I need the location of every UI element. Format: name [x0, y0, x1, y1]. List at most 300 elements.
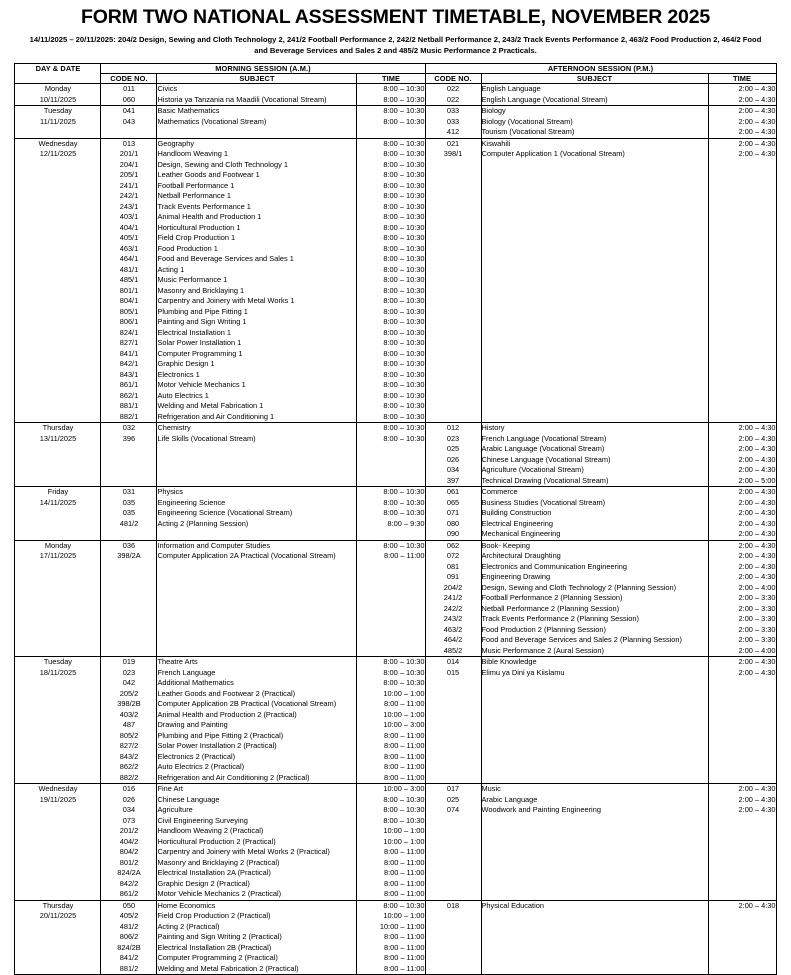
morning-time-cell — [357, 106, 425, 139]
entry-time: 8:00 – 10:30 — [383, 540, 425, 550]
header-afternoon-time: TIME — [708, 74, 776, 84]
entry-time: 8:00 – 10:30 — [383, 285, 425, 295]
day-date: 10/11/2025 — [39, 94, 77, 104]
entry-code: 033 — [446, 116, 460, 126]
day-date-cell — [15, 106, 101, 139]
entry-subject: Design, Sewing and Cloth Technology 1 — [157, 159, 288, 169]
entry-subject: Design, Sewing and Cloth Technology 2 (Planning Session) — [481, 582, 677, 592]
day-date: 11/11/2025 — [40, 116, 76, 126]
entry-code: 015 — [446, 667, 460, 677]
entry-time: 2:00 – 4:30 — [738, 454, 776, 464]
entry-code: 091 — [446, 572, 460, 582]
table-row — [15, 138, 776, 423]
entry-time: 8:00 – 10:30 — [383, 138, 425, 148]
entry-code: 405/1 — [119, 233, 139, 243]
entry-code: 204/1 — [119, 159, 139, 169]
entry-subject: Biology — [481, 106, 506, 116]
day-date: 19/11/2025 — [39, 794, 77, 804]
entry-code: 463/2 — [443, 624, 463, 634]
entry-code: 842/1 — [119, 359, 139, 369]
entry-time: 2:00 – 4:30 — [738, 138, 776, 148]
entry-subject: Physics — [157, 487, 183, 497]
entry-subject: Music — [481, 784, 501, 794]
entry-code: 201/1 — [119, 149, 139, 159]
morning-subject-cell — [157, 106, 357, 139]
entry-time: 8:00 – 10:30 — [383, 497, 425, 507]
morning-time-cell — [357, 784, 425, 901]
entry-time: 8:00 – 10:30 — [383, 508, 425, 518]
entry-code: 026 — [122, 794, 136, 804]
entry-time: 8:00 – 10:30 — [383, 815, 425, 825]
afternoon-code-cell — [425, 106, 481, 139]
entry-code: 412 — [446, 127, 460, 137]
entry-code: 843/1 — [119, 369, 139, 379]
entry-subject: Agriculture — [157, 805, 193, 815]
entry-code: 019 — [122, 657, 136, 667]
entry-code: 013 — [122, 138, 136, 148]
entry-code: 862/2 — [119, 762, 139, 772]
entry-subject: Motor Vehicle Mechanics 2 (Practical) — [157, 889, 282, 899]
entry-subject: Mechanical Engineering — [481, 529, 561, 539]
afternoon-code-cell — [425, 900, 481, 975]
entry-subject: French Language — [157, 667, 216, 677]
entry-code: 022 — [446, 94, 460, 104]
entry-time: 8:00 – 10:30 — [383, 159, 425, 169]
entry-subject: Football Performance 1 — [157, 180, 235, 190]
entry-code: 242/2 — [443, 603, 463, 613]
morning-subject-cell — [157, 540, 357, 657]
entry-time: 8:00 – 11:00 — [383, 730, 425, 740]
entry-code: 827/2 — [119, 741, 139, 751]
afternoon-time-cell — [708, 106, 776, 139]
entry-subject: Animal Health and Production 1 — [157, 212, 262, 222]
entry-time: 2:00 – 4:30 — [738, 540, 776, 550]
entry-time: 8:00 – 11:00 — [383, 889, 425, 899]
entry-subject: Arabic Language (Vocational Stream) — [481, 444, 605, 454]
entry-subject: Refrigeration and Air Conditioning 1 — [157, 411, 275, 421]
entry-code: 403/1 — [119, 212, 139, 222]
entry-time: 8:00 – 11:00 — [383, 932, 425, 942]
entry-time: 8:00 – 10:30 — [383, 212, 425, 222]
entry-code: 204/2 — [443, 582, 463, 592]
afternoon-code-cell — [425, 487, 481, 541]
entry-code: 824/2B — [117, 942, 141, 952]
day-date: 20/11/2025 — [39, 911, 77, 921]
entry-time: 2:00 – 4:30 — [738, 900, 776, 910]
morning-code-cell — [101, 106, 157, 139]
entry-code: 397 — [446, 475, 460, 485]
entry-time: 8:00 – 10:30 — [383, 327, 425, 337]
afternoon-subject-cell — [481, 138, 708, 423]
entry-code: 801/1 — [119, 285, 139, 295]
afternoon-time-cell — [708, 784, 776, 901]
entry-code: 805/2 — [119, 730, 139, 740]
table-row — [15, 540, 776, 657]
afternoon-time-cell — [708, 540, 776, 657]
entry-code: 090 — [446, 529, 460, 539]
entry-time: 8:00 – 10:30 — [383, 390, 425, 400]
entry-subject: Physical Education — [481, 900, 544, 910]
entry-time: 8:00 – 11:00 — [383, 857, 425, 867]
entry-time: 8:00 – 10:30 — [383, 380, 425, 390]
morning-code-cell — [101, 423, 157, 487]
entry-code: 023 — [446, 433, 460, 443]
entry-time: 2:00 – 4:30 — [738, 94, 776, 104]
day-name: Thursday — [42, 423, 74, 433]
entry-subject: Information and Computer Studies — [157, 540, 271, 550]
entry-subject: Basic Mathematics — [157, 106, 220, 116]
day-date-cell — [15, 540, 101, 657]
entry-code: 804/2 — [119, 847, 139, 857]
entry-subject: Tourism (Vocational Stream) — [481, 127, 575, 137]
entry-subject: Leather Goods and Footwear 2 (Practical) — [157, 688, 296, 698]
morning-time-cell — [357, 540, 425, 657]
afternoon-subject-cell — [481, 784, 708, 901]
entry-time: 8:00 – 10:30 — [383, 149, 425, 159]
entry-code: 025 — [446, 794, 460, 804]
header-afternoon-subject: SUBJECT — [481, 74, 708, 84]
entry-subject: Computer Programming 1 — [157, 348, 243, 358]
entry-code: 241/1 — [119, 180, 139, 190]
entry-subject: Masonry and Bricklaying 1 — [157, 285, 245, 295]
entry-subject: Kiswahili — [481, 138, 511, 148]
entry-subject: Civics — [157, 84, 178, 94]
entry-time: 8:00 – 10:30 — [383, 348, 425, 358]
day-name: Monday — [44, 84, 72, 94]
entry-time: 8:00 – 10:30 — [383, 116, 425, 126]
entry-code: 062 — [446, 540, 460, 550]
morning-code-cell — [101, 84, 157, 106]
morning-subject-cell — [157, 900, 357, 975]
day-name: Tuesday — [43, 657, 72, 667]
day-date-cell — [15, 900, 101, 975]
day-name: Thursday — [42, 900, 74, 910]
entry-subject: Engineering Drawing — [481, 572, 551, 582]
entry-code: 201/2 — [119, 826, 139, 836]
entry-code: 071 — [446, 508, 460, 518]
entry-code: 881/1 — [119, 401, 139, 411]
entry-subject: Painting and Sign Writing 2 (Practical) — [157, 932, 282, 942]
entry-subject: Mathematics (Vocational Stream) — [157, 116, 267, 126]
entry-time: 8:00 – 11:00 — [383, 963, 425, 973]
entry-subject: Handloom Weaving 1 — [157, 149, 228, 159]
entry-time: 8:00 – 10:30 — [383, 201, 425, 211]
entry-code: 481/2 — [119, 921, 139, 931]
entry-subject: Electronics and Communication Engineering — [481, 561, 627, 571]
entry-subject: Computer Application 2A Practical (Vocational Stream) — [157, 551, 336, 561]
entry-code: 050 — [122, 900, 136, 910]
entry-subject: Additional Mathematics — [157, 678, 234, 688]
entry-subject: Leather Goods and Footwear 1 — [157, 170, 260, 180]
entry-time: 2:00 – 4:30 — [738, 423, 776, 433]
entry-time: 2:00 – 4:30 — [738, 127, 776, 137]
entry-code: 241/2 — [443, 593, 463, 603]
entry-code: 035 — [122, 497, 136, 507]
entry-code: 205/2 — [119, 688, 139, 698]
entry-subject: Electrical Installation 2B (Practical) — [157, 942, 272, 952]
entry-subject: Carpentry and Joinery with Metal Works 1 — [157, 296, 295, 306]
entry-subject: Home Economics — [157, 900, 216, 910]
entry-time: 2:00 – 4:30 — [738, 149, 776, 159]
entry-subject: Painting and Sign Writing 1 — [157, 317, 247, 327]
entry-subject: Horticultural Production 2 (Practical) — [157, 836, 276, 846]
entry-code: 242/1 — [119, 191, 139, 201]
entry-time: 8:00 – 11:00 — [383, 751, 425, 761]
entry-time: 8:00 – 10:30 — [383, 667, 425, 677]
day-date-cell — [15, 84, 101, 106]
entry-subject: Electrical Installation 2A (Practical) — [157, 868, 271, 878]
entry-time: 8:00 – 10:30 — [383, 264, 425, 274]
entry-code: 842/2 — [119, 878, 139, 888]
entry-subject: Building Construction — [481, 508, 552, 518]
entry-subject: Computer Application 2B Practical (Vocational Stream) — [157, 699, 337, 709]
morning-subject-cell — [157, 657, 357, 784]
header-afternoon-session: AFTERNOON SESSION (P.M.) — [425, 64, 776, 74]
entry-time: 8:00 – 10:30 — [383, 487, 425, 497]
header-morning-subject: SUBJECT — [157, 74, 357, 84]
entry-subject: Food Production 1 — [157, 243, 218, 253]
table-row — [15, 784, 776, 901]
entry-code: 403/2 — [119, 709, 139, 719]
entry-subject: Track Events Performance 1 — [157, 201, 251, 211]
entry-time: 2:00 – 4:00 — [738, 582, 776, 592]
entry-subject: Plumbing and Pipe Fitting 1 — [157, 306, 248, 316]
entry-subject: Bible Knowledge — [481, 657, 537, 667]
entry-code: 074 — [446, 805, 460, 815]
entry-code: 404/1 — [119, 222, 139, 232]
entry-subject: Food Production 2 (Planning Session) — [481, 624, 606, 634]
entry-subject: Horticultural Production 1 — [157, 222, 241, 232]
entry-code: 072 — [446, 551, 460, 561]
entry-subject: Engineering Science — [157, 497, 226, 507]
entry-subject: Motor Vehicle Mechanics 1 — [157, 380, 246, 390]
entry-code: 398/1 — [443, 149, 463, 159]
entry-code: 026 — [446, 454, 460, 464]
entry-time: 2:00 – 3:30 — [738, 614, 776, 624]
morning-time-cell — [357, 487, 425, 541]
morning-subject-cell — [157, 138, 357, 423]
entry-subject: Acting 2 (Practical) — [157, 921, 220, 931]
entry-subject: Masonry and Bricklaying 2 (Practical) — [157, 857, 280, 867]
entry-time: 2:00 – 3:30 — [738, 635, 776, 645]
entry-code: 487 — [122, 720, 136, 730]
entry-code: 036 — [122, 540, 136, 550]
entry-time: 8:00 – 11:00 — [383, 953, 425, 963]
entry-time: 8:00 – 10:30 — [383, 657, 425, 667]
entry-code: 841/2 — [119, 953, 139, 963]
entry-time: 2:00 – 4:30 — [738, 657, 776, 667]
entry-code: 032 — [122, 423, 136, 433]
morning-code-cell — [101, 900, 157, 975]
entry-time: 2:00 – 4:30 — [738, 433, 776, 443]
entry-code: 073 — [122, 815, 136, 825]
afternoon-subject-cell — [481, 900, 708, 975]
entry-time: 8:00 – 10:30 — [383, 411, 425, 421]
entry-code: 398/2B — [117, 699, 141, 709]
morning-code-cell — [101, 657, 157, 784]
entry-time: 10:00 – 1:00 — [383, 688, 425, 698]
morning-code-cell — [101, 138, 157, 423]
day-date-cell — [15, 784, 101, 901]
entry-code: 034 — [122, 805, 136, 815]
morning-code-cell — [101, 784, 157, 901]
entry-subject: Solar Power Installation 2 (Practical) — [157, 741, 277, 751]
entry-code: 405/2 — [119, 911, 139, 921]
entry-code: 080 — [446, 518, 460, 528]
entry-subject: Handloom Weaving 2 (Practical) — [157, 826, 264, 836]
day-name: Monday — [44, 540, 72, 550]
entry-time: 10:00 – 11:00 — [379, 921, 425, 931]
entry-code: 396 — [122, 433, 136, 443]
entry-time: 8:00 – 11:00 — [383, 942, 425, 952]
morning-subject-cell — [157, 487, 357, 541]
entry-subject: Technical Drawing (Vocational Stream) — [481, 475, 609, 485]
entry-subject: Elimu ya Dini ya Kiislamu — [481, 667, 565, 677]
entry-code: 205/1 — [119, 170, 139, 180]
entry-code: 801/2 — [119, 857, 139, 867]
entry-subject: Theatre Arts — [157, 657, 198, 667]
entry-code: 022 — [446, 84, 460, 94]
entry-time: 8:00 – 11:00 — [383, 551, 425, 561]
entry-subject: Acting 1 — [157, 264, 185, 274]
entry-subject: Chinese Language (Vocational Stream) — [481, 454, 611, 464]
entry-subject: Food and Beverage Services and Sales 2 (Planning Session) — [481, 635, 682, 645]
entry-time: 8:00 – 10:30 — [383, 359, 425, 369]
entry-time: 2:00 – 4:30 — [738, 667, 776, 677]
afternoon-subject-cell — [481, 106, 708, 139]
entry-subject: English Language — [481, 84, 541, 94]
entry-subject: Electrical Engineering — [481, 518, 553, 528]
entry-time: 8:00 – 11:00 — [383, 699, 425, 709]
morning-time-cell — [357, 138, 425, 423]
entry-code: 485/1 — [119, 275, 139, 285]
entry-code: 034 — [446, 465, 460, 475]
morning-code-cell — [101, 487, 157, 541]
entry-code: 043 — [122, 116, 136, 126]
entry-code: 882/2 — [119, 772, 139, 782]
entry-code: 841/1 — [119, 348, 139, 358]
entry-time: 8:00 – 10:30 — [383, 296, 425, 306]
morning-subject-cell — [157, 84, 357, 106]
table-row — [15, 657, 776, 784]
entry-subject: Plumbing and Pipe Fitting 2 (Practical) — [157, 730, 284, 740]
header-day-date: DAY & DATE — [15, 64, 101, 84]
entry-time: 10:00 – 1:00 — [383, 836, 425, 846]
afternoon-subject-cell — [481, 487, 708, 541]
entry-time: 8:00 – 10:30 — [383, 306, 425, 316]
entry-subject: Carpentry and Joinery with Metal Works 2 (Practical) — [157, 847, 330, 857]
afternoon-time-cell — [708, 487, 776, 541]
day-date: 18/11/2025 — [39, 667, 77, 677]
afternoon-code-cell — [425, 138, 481, 423]
entry-time: 10:00 – 1:00 — [383, 911, 425, 921]
entry-code: 081 — [446, 561, 460, 571]
day-date-cell — [15, 487, 101, 541]
morning-subject-cell — [157, 784, 357, 901]
entry-time: 10:00 – 1:00 — [383, 826, 425, 836]
entry-time: 8:00 – 10:30 — [383, 678, 425, 688]
timetable-page — [0, 6, 791, 975]
entry-subject: Engineering Science (Vocational Stream) — [157, 508, 293, 518]
entry-subject: Welding and Metal Fabrication 2 (Practical) — [157, 963, 299, 973]
entry-code: 041 — [122, 106, 136, 116]
table-row — [15, 84, 776, 106]
entry-subject: Refrigeration and Air Conditioning 2 (Practical) — [157, 772, 310, 782]
table-header — [15, 64, 776, 84]
entry-subject: Welding and Metal Fabrication 1 — [157, 401, 264, 411]
entry-subject: Track Events Performance 2 (Planning Session) — [481, 614, 639, 624]
entry-time: 8:00 – 10:30 — [383, 338, 425, 348]
entry-time: 8:00 – 10:30 — [383, 317, 425, 327]
entry-code: 806/2 — [119, 932, 139, 942]
entry-subject: Graphic Design 2 (Practical) — [157, 878, 250, 888]
entry-time: 8:00 – 10:30 — [383, 805, 425, 815]
entry-time: 2:00 – 4:30 — [738, 508, 776, 518]
entry-subject: Acting 2 (Planning Session) — [157, 518, 249, 528]
entry-subject: Music Performance 2 (Aural Session) — [481, 645, 604, 655]
entry-code: 481/1 — [119, 264, 139, 274]
header-morning-code-no: CODE NO. — [101, 74, 157, 84]
header-afternoon-code-no: CODE NO. — [425, 74, 481, 84]
entry-time: 2:00 – 3:30 — [738, 603, 776, 613]
afternoon-subject-cell — [481, 540, 708, 657]
entry-subject: Civil Engineering Surveying — [157, 815, 248, 825]
header-morning-session: MORNING SESSION (A.M.) — [101, 64, 425, 74]
entry-time: 2:00 – 4:30 — [738, 106, 776, 116]
entry-subject: Computer Application 1 (Vocational Stream) — [481, 149, 625, 159]
entry-subject: History — [481, 423, 505, 433]
entry-code: 404/2 — [119, 836, 139, 846]
entry-subject: French Language (Vocational Stream) — [481, 433, 607, 443]
entry-time: 8:00 – 10:30 — [383, 84, 425, 94]
entry-subject: Biology (Vocational Stream) — [481, 116, 573, 126]
entry-code: 035 — [122, 508, 136, 518]
entry-code: 017 — [446, 784, 460, 794]
entry-subject: Historia ya Tanzania na Maadili (Vocational Stream) — [157, 94, 327, 104]
entry-time: 8:00 – 11:00 — [383, 762, 425, 772]
entry-subject: Netball Performance 2 (Planning Session) — [481, 603, 620, 613]
entry-time: 2:00 – 4:30 — [738, 84, 776, 94]
entry-time: 8:00 – 11:00 — [383, 878, 425, 888]
entry-subject: Electronics 2 (Practical) — [157, 751, 236, 761]
practicals-note: 14/11/2025 – 20/11/2025: 204/2 Design, Sewing and Cloth Technology 2, 241/2 Football Performance 2, 242/2 Netball Performance 2, 243/2 Track Events Performance 2, 463/2 Food Production 2, 464/2 Food and Beverage Services and Sales 2 and 485/2 Music Performance 2 Practicals. — [29, 35, 762, 56]
entry-time: 8:00 – 10:30 — [383, 180, 425, 190]
entry-code: 016 — [122, 784, 136, 794]
entry-subject: Fine Art — [157, 784, 183, 794]
afternoon-subject-cell — [481, 423, 708, 487]
entry-time: 8:00 – 9:30 — [387, 518, 425, 528]
table-row — [15, 900, 776, 975]
entry-code: 243/2 — [443, 614, 463, 624]
entry-subject: Field Crop Production 1 — [157, 233, 236, 243]
afternoon-time-cell — [708, 657, 776, 784]
entry-code: 843/2 — [119, 751, 139, 761]
entry-code: 398/2A — [117, 551, 141, 561]
entry-subject: Graphic Design 1 — [157, 359, 215, 369]
day-name: Wednesday — [38, 784, 78, 794]
entry-time: 8:00 – 11:00 — [383, 868, 425, 878]
entry-subject: Food and Beverage Services and Sales 1 — [157, 254, 294, 264]
header-morning-time: TIME — [357, 74, 425, 84]
entry-time: 8:00 – 10:30 — [383, 191, 425, 201]
entry-time: 8:00 – 10:30 — [383, 794, 425, 804]
day-date-cell — [15, 138, 101, 423]
entry-subject: Animal Health and Production 2 (Practical) — [157, 709, 297, 719]
entry-time: 2:00 – 4:30 — [738, 794, 776, 804]
entry-subject: Football Performance 2 (Planning Session) — [481, 593, 623, 603]
entry-code: 014 — [446, 657, 460, 667]
entry-subject: Field Crop Production 2 (Practical) — [157, 911, 271, 921]
